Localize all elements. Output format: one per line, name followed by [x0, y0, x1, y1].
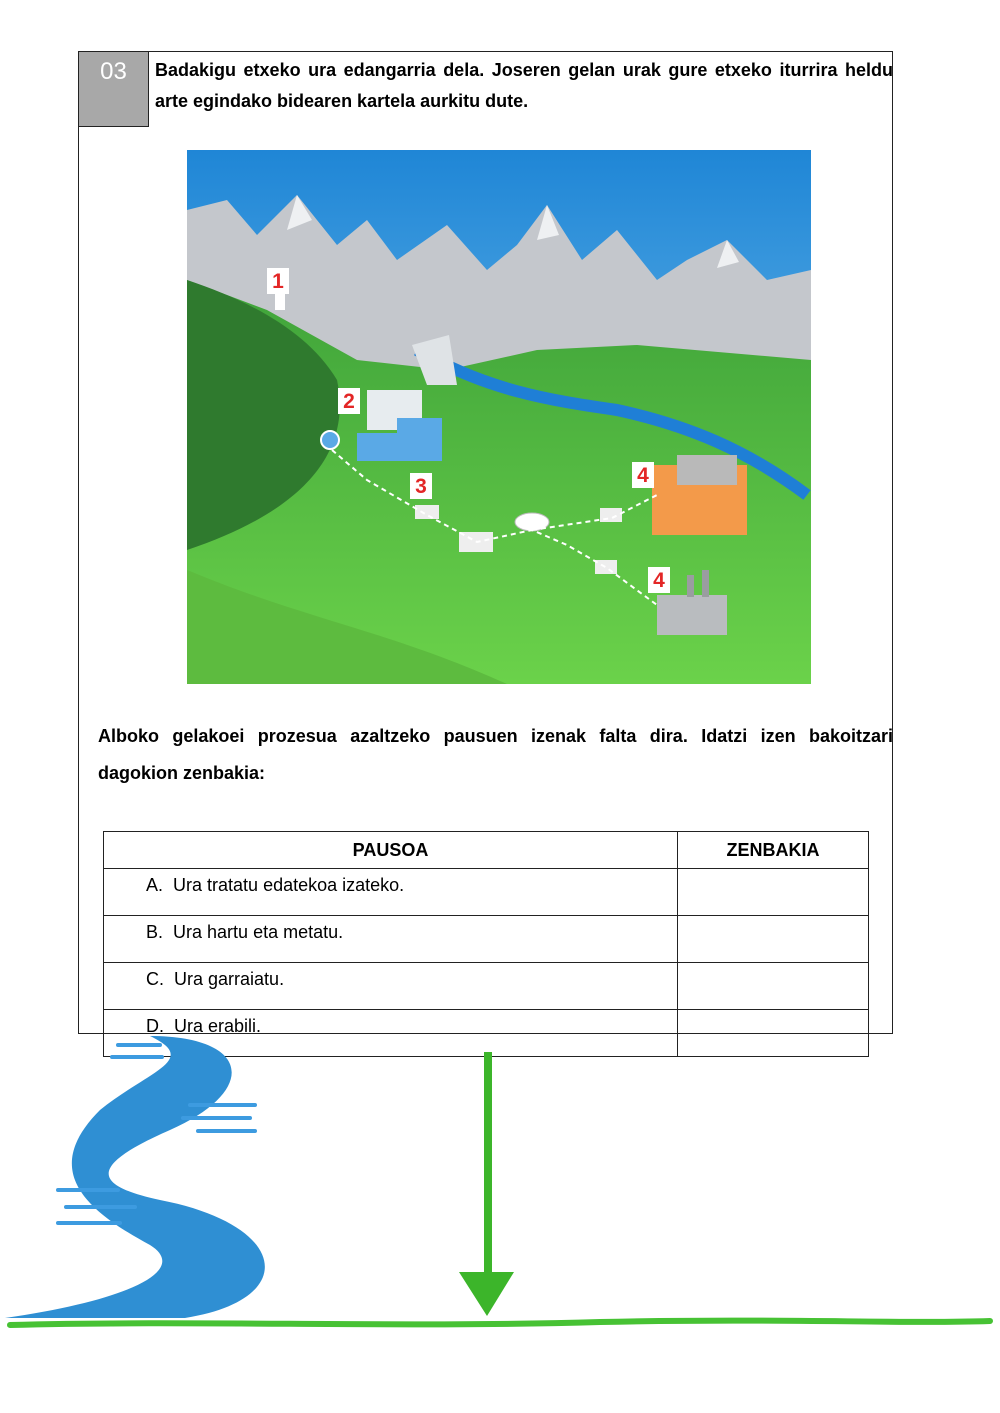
step-letter: C.: [146, 969, 164, 989]
header-zenbakia: ZENBAKIA: [678, 832, 869, 869]
svg-text:2: 2: [343, 390, 355, 413]
step-text: Ura garraiatu.: [174, 969, 285, 989]
down-arrow-icon: [459, 1052, 514, 1316]
svg-text:4: 4: [637, 464, 649, 487]
svg-text:3: 3: [415, 475, 427, 498]
step-cell: [104, 963, 678, 1010]
step-letter: A.: [146, 875, 164, 895]
svg-text:4: 4: [653, 569, 665, 592]
step-letter: B.: [146, 922, 164, 942]
number-answer-cell[interactable]: [678, 869, 869, 916]
marker-1: [267, 268, 289, 294]
step-text: Ura hartu eta metatu.: [173, 922, 344, 942]
number-answer-cell[interactable]: [678, 916, 869, 963]
table-row: [104, 869, 869, 916]
step-letter: D.: [146, 1016, 164, 1036]
exercise-number: 03: [79, 52, 149, 127]
number-answer-cell[interactable]: [678, 963, 869, 1010]
table-row: [104, 963, 869, 1010]
instruction-text: Alboko gelakoei prozesua azaltzeko pausuen izenak falta dira. Idatzi izen bakoitzari dagokion zenbakia:: [98, 726, 893, 783]
marker-2: [338, 388, 360, 414]
steps-table: [103, 831, 869, 1057]
table-row: [104, 916, 869, 963]
marker-4a: [632, 462, 654, 488]
marker-3: [410, 473, 432, 499]
ground-line: [10, 1321, 990, 1325]
step-text: Ura erabili.: [174, 1016, 262, 1036]
step-text: Ura tratatu edatekoa izateko.: [173, 875, 405, 895]
table-header-row: [104, 832, 869, 869]
river-arrow-decoration: [0, 1030, 1000, 1413]
step-cell: [104, 916, 678, 963]
header-pausoa: PAUSOA: [104, 832, 678, 869]
marker-4b: [648, 567, 670, 593]
svg-text:1: 1: [272, 270, 284, 293]
water-cycle-illustration: [187, 150, 811, 684]
step-cell: [104, 869, 678, 916]
river-shape: [5, 1036, 265, 1318]
exercise-intro: Badakigu etxeko ura edangarria dela. Joseren gelan urak gure etxeko iturrira heldu arte egindako bidearen kartela aurkitu dute.: [155, 60, 893, 111]
